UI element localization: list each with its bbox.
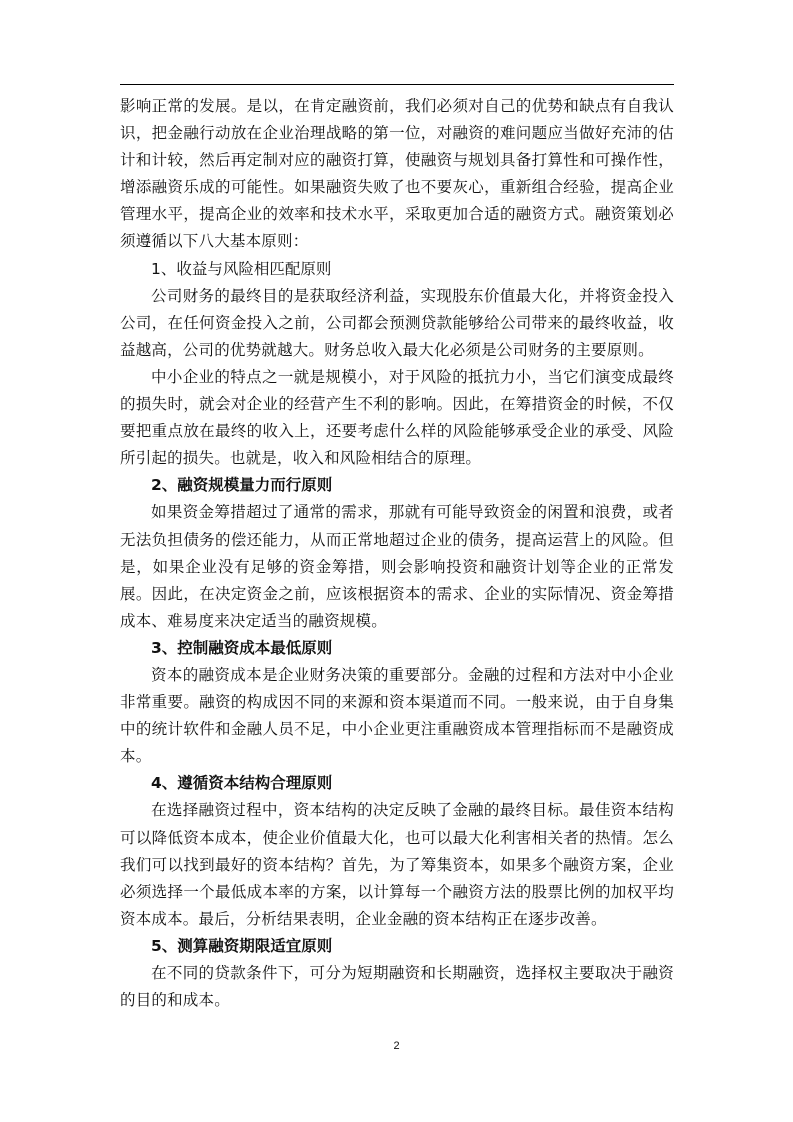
section-4-paragraph-1: 在选择融资过程中，资本结构的决定反映了金融的最终目标。最佳资本结构可以降低资本成本，使企业价值最大化，也可以最大化利害相关者的热情。怎么我们可以找到最好的资本结构？首先，为了筹集资本，如果多个融资方案，企业必须选择一个最低成本率的方案，以计算每一个融资方法的股票比例的加权平均资本成本。最后，分析结果表明，企业金融的资本结构正在逐步改善。 bbox=[120, 801, 674, 928]
intro-paragraph: 影响正常的发展。是以，在肯定融资前，我们必须对自己的优势和缺点有自我认识，把金融行动放在企业治理战略的第一位，对融资的难问题应当做好充沛的估计和计较，然后再定制对应的融资打算，使融资与规划具备打算性和可操作性，增添融资乐成的可能性。如果融资失败了也不要灰心，重新组合经验，提高企业管理水平，提高企业的效率和技术水平，采取更加合适的融资方式。融资策划必须遵循以下八大基本原则： bbox=[120, 97, 674, 251]
section-1-paragraph-2: 中小企业的特点之一就是规模小，对于风险的抵抗力小，当它们演变成最终的损失时，就会对企业的经营产生不利的影响。因此，在筹措资金的时候，不仅要把重点放在最终的收入上，还要考虑什么样的风险能够承受企业的承受、风险所引起的损失。也就是，收入和风险相结合的原理。 bbox=[120, 367, 674, 468]
section-heading-1: 1、收益与风险相匹配原则 bbox=[151, 259, 332, 278]
section-heading-5: 5、测算融资期限适宜原则 bbox=[151, 936, 333, 955]
document-body bbox=[120, 93, 674, 1014]
section-2-paragraph-1: 如果资金筹措超过了通常的需求，那就有可能导致资金的闲置和浪费，或者无法负担债务的偿还能力，从而正常地超过企业的债务，提高运营上的风险。但是，如果企业没有足够的资金筹措，则会影响投资和融资计划等企业的正常发展。因此，在决定资金之前，应该根据资本的需求、企业的实际情况、资金筹措成本、难易度来决定适当的融资规模。 bbox=[120, 503, 674, 630]
header-rule bbox=[120, 84, 674, 85]
section-heading-3: 3、控制融资成本最低原则 bbox=[151, 638, 333, 657]
section-1-paragraph-1: 公司财务的最终目的是获取经济利益，实现股东价值最大化，并将资金投入公司，在任何资金投入之前，公司都会预测贷款能够给公司带来的最终收益，收益越高，公司的优势就越大。财务总收入最大化必须是公司财务的主要原则。 bbox=[120, 286, 674, 359]
page-number: 2 bbox=[393, 1040, 400, 1052]
section-5-paragraph-1: 在不同的贷款条件下，可分为短期融资和长期融资，选择权主要取决于融资的目的和成本。 bbox=[120, 964, 674, 1010]
section-heading-4: 4、遵循资本结构合理原则 bbox=[151, 774, 333, 793]
section-heading-2: 2、融资规模量力而行原则 bbox=[151, 476, 333, 495]
section-3-paragraph-1: 资本的融资成本是企业财务决策的重要部分。金融的过程和方法对中小企业非常重要。融资的构成因不同的来源和资本渠道而不同。一般来说，由于自身集中的统计软件和金融人员不足，中小企业更注重融资成本管理指标而不是融资成本。 bbox=[120, 665, 674, 766]
